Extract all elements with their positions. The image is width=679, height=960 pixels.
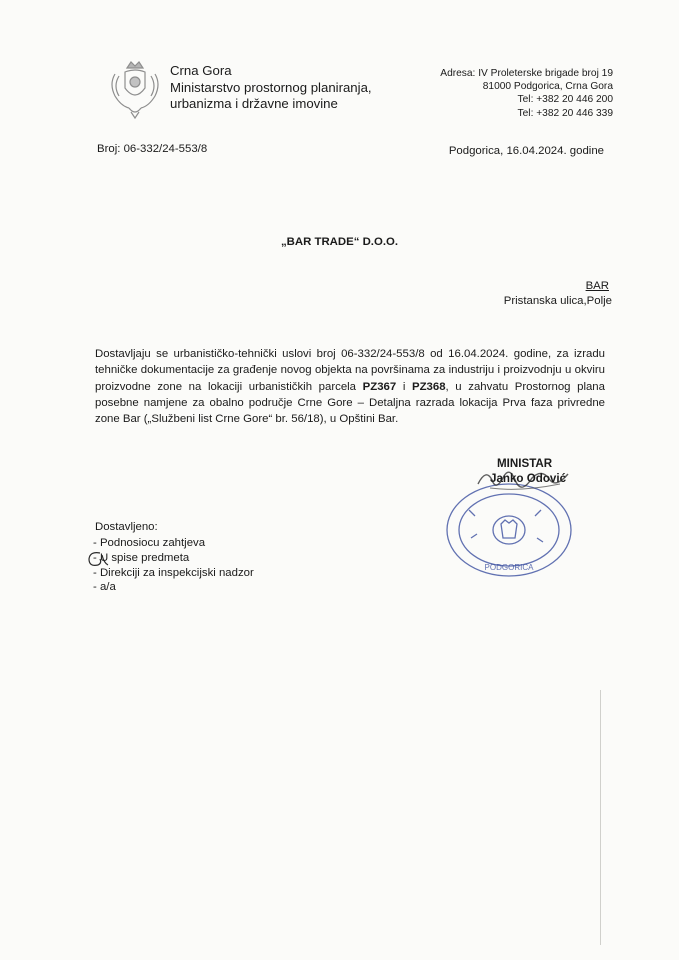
stamp-city-text: PODGORICA — [484, 563, 534, 572]
parcel-number-2: PZ368 — [411, 380, 446, 393]
reference-number: Broj: 06-332/24-553/8 — [97, 143, 208, 155]
ministry-name-line-1: Ministarstvo prostornog planiranja, — [170, 79, 372, 95]
address-line-city: 81000 Podgorica, Crna Gora — [482, 81, 613, 93]
address-line-phone-1: Tel: +382 20 446 200 — [517, 94, 613, 106]
body-text-start: Dostavljaju se urbanističko-tehnički uslovi broj 06-332/24-553/8 od 16.04.2024. godine, za izradu tehničke dokumentacije za građenje novog objekta na površinama za industriju i proizvodnju u okviru proizvodne zone na lokaciji urbanističkih parcela — [95, 348, 605, 393]
minister-title: MINISTAR — [497, 457, 553, 470]
body-conjunction: i — [396, 380, 412, 393]
scan-edge-line — [600, 690, 601, 945]
address-line-street: Adresa: IV Proleterske brigade broj 19 — [440, 68, 613, 79]
body-text-end: , u zahvatu Prostornog plana posebne namjene za obalno područje Crne Gore – Detaljna razrada lokacija Prva faza privredne zone Bar („Službeni list Crne Gore“ br. 56/18), u Opštini Bar. — [95, 380, 605, 426]
ministry-name-block — [170, 63, 372, 113]
recipient-name: „BAR TRADE“ D.O.O. — [280, 236, 399, 248]
delivery-item: - Podnosiocu zahtjeva — [93, 537, 206, 549]
handwritten-signature — [470, 462, 580, 502]
delivery-item: - U spise predmeta — [93, 551, 190, 564]
minister-name: Janko Odović — [490, 472, 567, 485]
handwritten-mark — [86, 549, 110, 569]
delivery-item: - Direkciji za inspekcijski nadzor — [93, 566, 254, 579]
delivery-item: - a/a — [93, 581, 116, 594]
letter-body — [95, 346, 605, 427]
place-and-date: Podgorica, 16.04.2024. godine — [448, 145, 604, 157]
recipient-city: BAR — [585, 280, 609, 292]
address-block — [440, 67, 613, 120]
delivery-label: Dostavljeno: — [95, 521, 158, 533]
parcel-number-1: PZ367 — [362, 380, 397, 393]
address-line-phone-2: Tel: +382 20 446 339 — [517, 107, 613, 119]
country-name: Crna Gora — [170, 63, 232, 78]
delivery-list — [93, 536, 254, 595]
coat-of-arms-emblem — [107, 58, 163, 120]
recipient-street: Pristanska ulica,Polje — [503, 295, 612, 307]
ministry-name-line-2: urbanizma i državne imovine — [170, 96, 338, 111]
